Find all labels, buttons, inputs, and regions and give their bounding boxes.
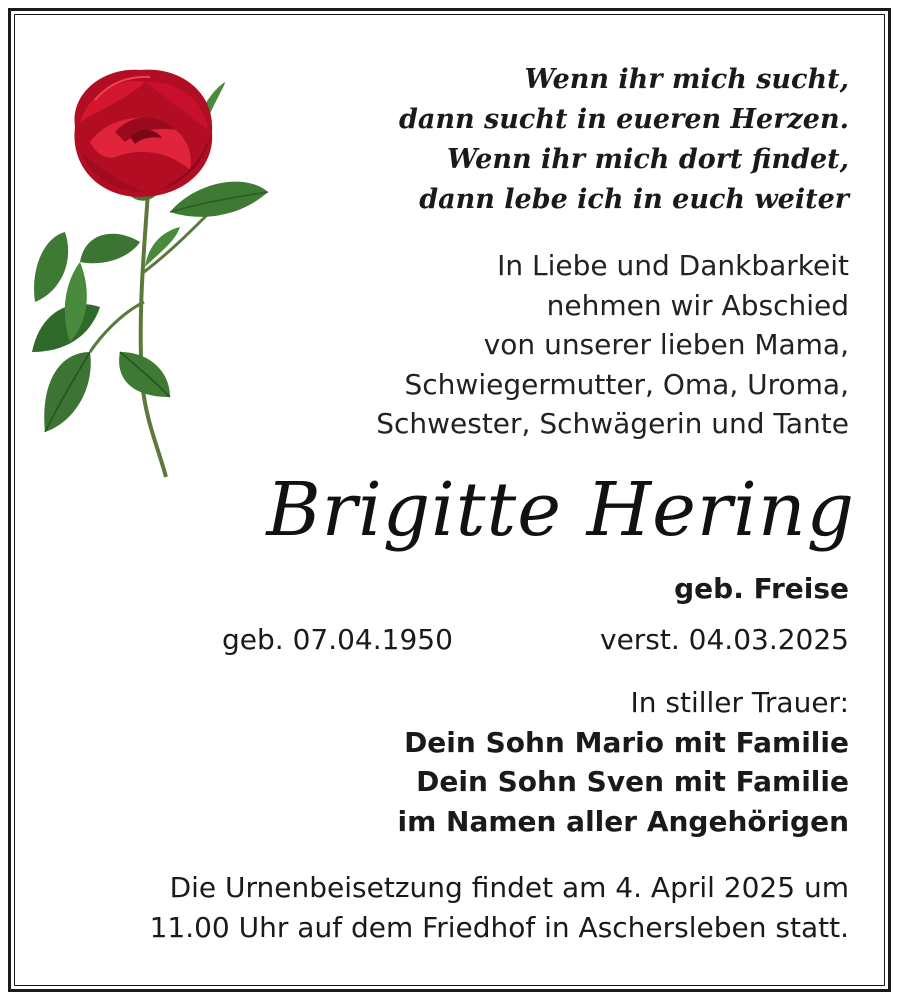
farewell-line: von unserer lieben Mama, [483, 328, 849, 361]
red-rose-icon [20, 52, 280, 482]
deceased-name: Brigitte Hering [266, 467, 855, 553]
farewell-line: Schwester, Schwägerin und Tante [376, 407, 849, 440]
funeral-notice [49, 868, 849, 947]
death-date: verst. 04.03.2025 [600, 623, 849, 656]
funeral-notice-line: 11.00 Uhr auf dem Friedhof in Aschersleben statt. [149, 910, 849, 944]
farewell-text [289, 246, 849, 444]
mourner-line: Dein Sohn Mario mit Familie [404, 725, 849, 759]
mourner-line: Dein Sohn Sven mit Familie [416, 765, 849, 798]
poem-line: Wenn ihr mich sucht, [524, 64, 849, 95]
mourners-block [289, 683, 849, 841]
mourners-heading: In stiller Trauer: [630, 686, 849, 719]
funeral-notice-line: Die Urnenbeisetzung findet am 4. April 2025 um [169, 871, 849, 904]
maiden-name: geb. Freise [674, 572, 849, 605]
farewell-line: Schwiegermutter, Oma, Uroma, [404, 367, 849, 401]
poem-line: dann lebe ich in euch weiter [419, 184, 849, 215]
poem-line: Wenn ihr mich dort findet, [447, 144, 849, 175]
farewell-line: nehmen wir Abschied [546, 288, 849, 322]
farewell-line: In Liebe und Dankbarkeit [497, 249, 849, 282]
poem-line: dann sucht in eueren Herzen. [399, 104, 849, 135]
birth-date: geb. 07.04.1950 [222, 623, 453, 656]
poem [289, 60, 849, 220]
mourner-line: im Namen aller Angehörigen [397, 804, 849, 838]
